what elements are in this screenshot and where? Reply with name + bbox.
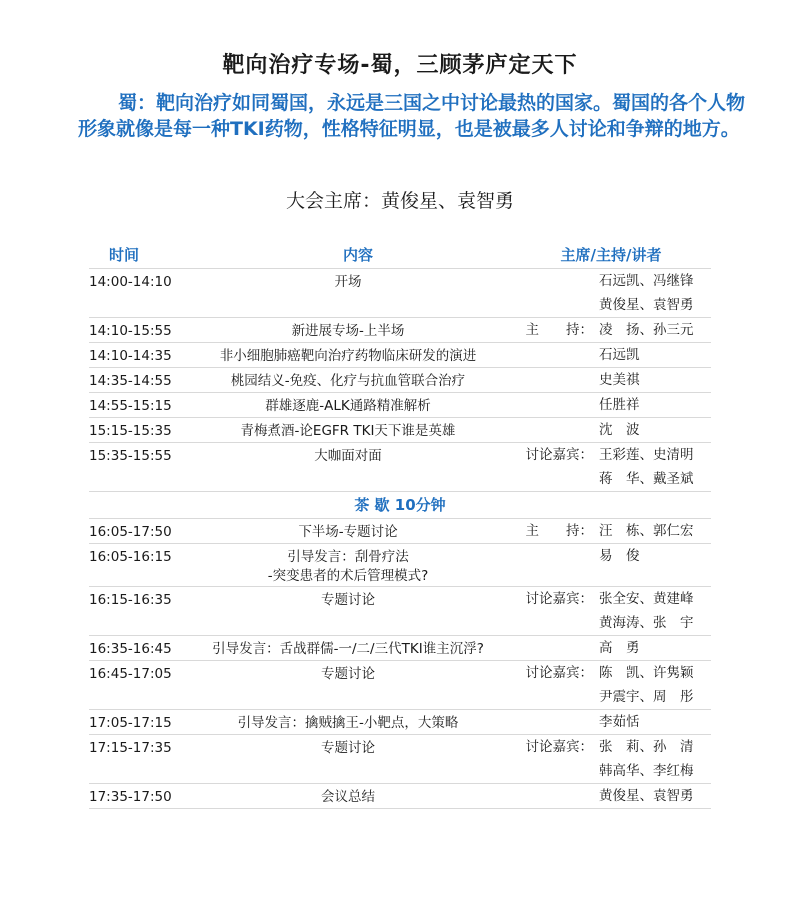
schedule-table	[89, 240, 711, 809]
row-content	[185, 343, 511, 366]
people-names: 黄俊星、袁智勇	[599, 297, 694, 313]
row-content	[185, 735, 511, 758]
row-time: 17:15-17:35	[89, 740, 172, 756]
row-content-line: 引导发言：舌战群儒-一/二/三代TKI谁主沉浮?	[212, 641, 484, 657]
people-line	[511, 784, 711, 808]
row-content	[185, 636, 511, 659]
people-role: 讨论嘉宾：	[525, 447, 593, 463]
row-time: 16:05-16:15	[89, 549, 172, 565]
row-people	[511, 418, 711, 442]
row-time: 16:45-17:05	[89, 666, 172, 682]
row-people	[511, 636, 711, 660]
people-role	[511, 685, 593, 709]
row-content	[185, 784, 511, 807]
people-line	[511, 759, 711, 783]
people-line	[511, 710, 711, 734]
table-row	[89, 636, 711, 661]
table-row	[89, 661, 711, 710]
row-people	[511, 519, 711, 543]
people-role	[511, 467, 593, 491]
row-content-line: 非小细胞肺癌靶向治疗药物临床研发的演进	[219, 348, 477, 364]
table-row	[89, 544, 711, 587]
people-line	[511, 587, 711, 611]
row-content	[185, 368, 511, 391]
people-line	[511, 636, 711, 660]
people-line	[511, 269, 711, 293]
row-content	[185, 418, 511, 441]
row-content	[185, 519, 511, 542]
table-row	[89, 368, 711, 393]
row-content-line: 大咖面对面	[314, 448, 382, 464]
people-role	[511, 611, 593, 635]
row-content-line: 专题讨论	[321, 592, 375, 608]
people-line	[511, 519, 711, 543]
people-line	[511, 418, 711, 442]
people-role	[511, 544, 593, 568]
people-role: 讨论嘉宾：	[525, 739, 593, 755]
table-row	[89, 735, 711, 784]
row-content	[185, 661, 511, 684]
row-content	[185, 269, 511, 292]
table-row	[89, 318, 711, 343]
people-role: 讨论嘉宾：	[525, 665, 593, 681]
page-title: 靶向治疗专场-蜀，三顾茅庐定天下	[222, 53, 578, 78]
row-content-line: 青梅煮酒-论EGFR TKI天下谁是英雄	[240, 423, 456, 439]
row-people	[511, 443, 711, 491]
header-time: 时间	[109, 245, 140, 264]
row-people	[511, 661, 711, 709]
people-line	[511, 611, 711, 635]
row-time: 14:10-14:35	[89, 348, 172, 364]
people-line	[511, 735, 711, 759]
people-role	[511, 269, 593, 293]
table-row	[89, 343, 711, 368]
row-people	[511, 735, 711, 783]
row-time: 16:15-16:35	[89, 592, 172, 608]
row-content-line: 新进展专场-上半场	[291, 323, 405, 339]
people-line	[511, 685, 711, 709]
people-names: 高 勇	[599, 640, 640, 656]
people-names: 韩高华、李红梅	[599, 763, 694, 779]
people-role	[511, 759, 593, 783]
people-names: 易 俊	[599, 548, 640, 564]
people-names: 张全安、黄建峰	[599, 591, 694, 607]
row-people	[511, 269, 711, 317]
table-row	[89, 393, 711, 418]
row-time: 14:55-15:15	[89, 398, 172, 414]
row-content-line: 会议总结	[321, 789, 375, 805]
people-line	[511, 467, 711, 491]
table-row	[89, 519, 711, 544]
people-role	[511, 418, 593, 442]
row-content-line: 开场	[334, 274, 362, 290]
row-content	[185, 318, 511, 341]
people-role: 讨论嘉宾：	[525, 591, 593, 607]
people-names: 石远凯、冯继锋	[599, 273, 694, 289]
row-time: 16:05-17:50	[89, 524, 172, 540]
row-people	[511, 784, 711, 808]
people-names: 黄海涛、张 宇	[599, 615, 694, 631]
people-names: 蒋 华、戴圣斌	[599, 471, 694, 487]
row-content-line: 专题讨论	[321, 740, 375, 756]
people-names: 凌 扬、孙三元	[599, 322, 694, 338]
row-time: 14:35-14:55	[89, 373, 172, 389]
row-people	[511, 343, 711, 367]
people-names: 沈 波	[599, 422, 640, 438]
row-people	[511, 368, 711, 392]
people-role	[511, 784, 593, 808]
people-role	[511, 343, 593, 367]
row-content	[185, 443, 511, 466]
people-names: 汪 栋、郭仁宏	[599, 523, 694, 539]
row-people	[511, 587, 711, 635]
people-line	[511, 544, 711, 568]
people-line	[511, 443, 711, 467]
row-time: 17:05-17:15	[89, 715, 172, 731]
tea-break-row: 茶 歇 10分钟	[89, 492, 711, 519]
people-role	[511, 636, 593, 660]
people-line	[511, 293, 711, 317]
conference-chairs: 大会主席：黄俊星、袁智勇	[285, 190, 514, 212]
row-content-line: 引导发言：刮骨疗法	[287, 549, 409, 565]
people-names: 张 莉、孙 清	[599, 739, 694, 755]
schedule-rows-first-half	[89, 269, 711, 492]
people-names: 李茹恬	[599, 714, 640, 730]
people-names: 黄俊星、袁智勇	[599, 788, 694, 804]
people-names: 石远凯	[599, 347, 640, 363]
header-people: 主席/主持/讲者	[560, 245, 662, 264]
row-people	[511, 318, 711, 342]
people-role: 主 持：	[525, 322, 593, 338]
row-content-line: 专题讨论	[321, 666, 375, 682]
row-time: 15:35-15:55	[89, 448, 172, 464]
table-row	[89, 269, 711, 318]
people-line	[511, 368, 711, 392]
row-time: 14:00-14:10	[89, 274, 172, 290]
row-content-line: 下半场-专题讨论	[298, 524, 398, 540]
row-content-line: -突变患者的术后管理模式?	[267, 568, 429, 584]
people-line	[511, 318, 711, 342]
row-content	[185, 587, 511, 610]
people-names: 王彩莲、史清明	[599, 447, 694, 463]
row-content-line: 桃园结义-免疫、化疗与抗血管联合治疗	[230, 373, 466, 389]
table-row	[89, 418, 711, 443]
row-content-line: 群雄逐鹿-ALK通路精准解析	[265, 398, 431, 414]
people-line	[511, 343, 711, 367]
row-content-line: 引导发言：擒贼擒王-小靶点，大策略	[237, 715, 459, 731]
people-role	[511, 393, 593, 417]
people-names: 史美祺	[599, 372, 640, 388]
row-time: 15:15-15:35	[89, 423, 172, 439]
people-line	[511, 661, 711, 685]
table-row	[89, 443, 711, 492]
row-time: 16:35-16:45	[89, 641, 172, 657]
people-names: 任胜祥	[599, 397, 640, 413]
row-people	[511, 544, 711, 568]
people-line	[511, 393, 711, 417]
people-role	[511, 710, 593, 734]
table-row	[89, 587, 711, 636]
row-content	[185, 544, 511, 586]
row-time: 17:35-17:50	[89, 789, 172, 805]
table-row	[89, 710, 711, 735]
row-people	[511, 710, 711, 734]
row-content	[185, 710, 511, 733]
intro-paragraph: 蜀：靶向治疗如同蜀国，永远是三国之中讨论最热的国家。蜀国的各个人物形象就像是每一种TKI药物，性格特征明显，也是被最多人讨论和争辩的地方。	[78, 92, 746, 140]
people-names: 尹震宇、周 彤	[599, 689, 694, 705]
people-names: 陈 凯、许隽颖	[599, 665, 694, 681]
people-role: 主 持：	[525, 523, 593, 539]
schedule-rows-second-half	[89, 519, 711, 809]
table-row	[89, 784, 711, 809]
people-role	[511, 293, 593, 317]
header-content: 内容	[342, 245, 373, 264]
table-header	[89, 240, 711, 269]
row-content	[185, 393, 511, 416]
people-role	[511, 368, 593, 392]
row-time: 14:10-15:55	[89, 323, 172, 339]
row-people	[511, 393, 711, 417]
